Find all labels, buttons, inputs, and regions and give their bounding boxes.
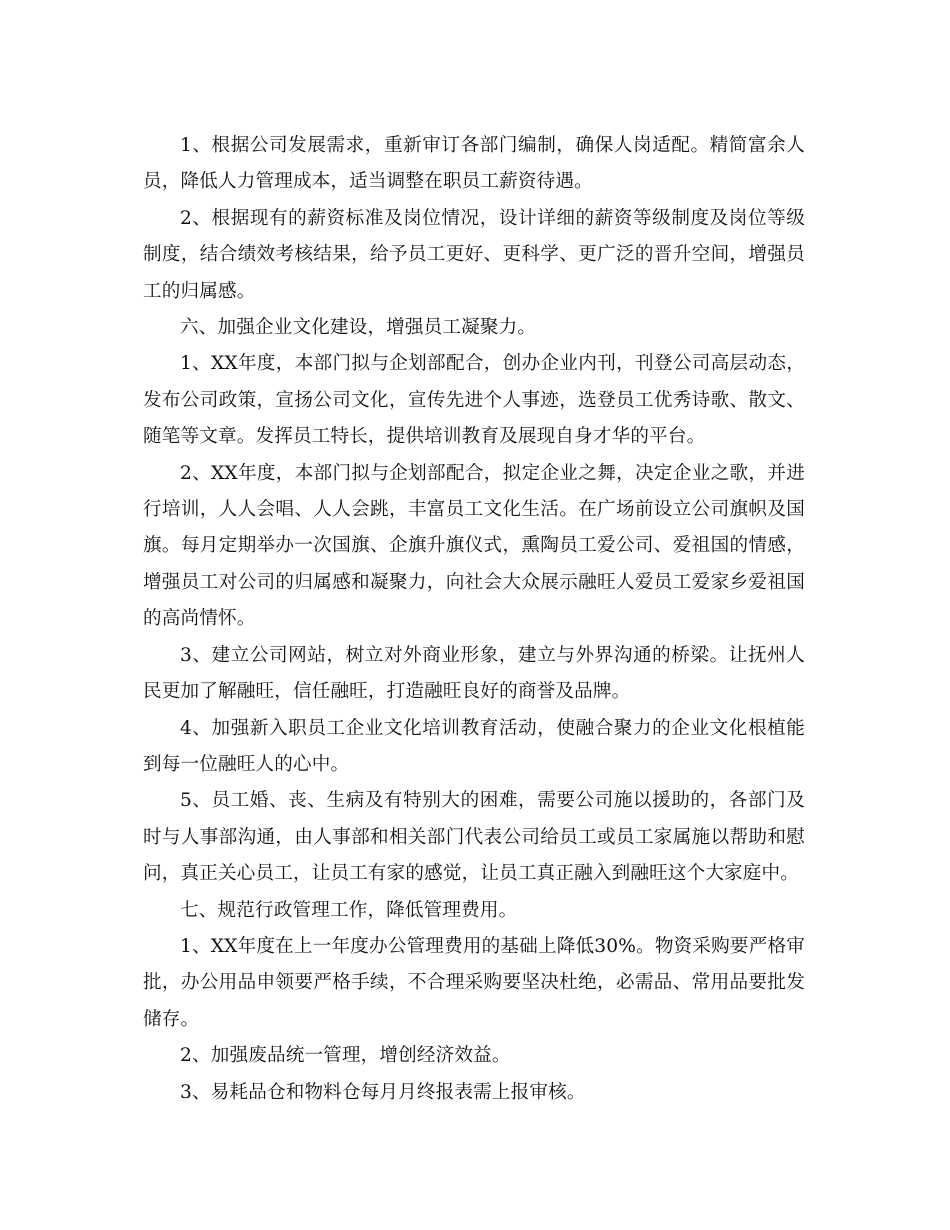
section-heading: 六、加强企业文化建设，增强员工凝聚力。 <box>180 317 537 339</box>
paragraph: 1、XX年度，本部门拟与企划部配合，创办企业内刊，刊登公司高层动态，发布公司政策，宣扬公司文化，宣传先进个人事迹，选登员工优秀诗歌、散文、随笔等文章。发挥员工特长，提供培训教育及展现自身才华的平台。 <box>143 353 805 448</box>
section-heading: 七、规范行政管理工作，降低管理费用。 <box>180 899 518 921</box>
paragraph: 1、XX年度在上一年度办公管理费用的基础上降低30%。物资采购要严格审批，办公用品申领要严格手续，不合理采购要坚决杜绝，必需品、常用品要批发储存。 <box>143 935 805 1030</box>
paragraph: 5、员工婚、丧、生病及有特别大的困难，需要公司施以援助的，各部门及时与人事部沟通，由人事部和相关部门代表公司给员工或员工家属施以帮助和慰问，真正关心员工，让员工有家的感觉，让员工真正融入到融旺这个大家庭中。 <box>143 790 805 885</box>
paragraph: 1、根据公司发展需求，重新审订各部门编制，确保人岗适配。精简富余人员，降低人力管理成本，适当调整在职员工薪资待遇。 <box>143 135 805 193</box>
paragraph: 3、建立公司网站，树立对外商业形象，建立与外界沟通的桥梁。让抚州人民更加了解融旺，信任融旺，打造融旺良好的商誉及品牌。 <box>143 644 805 703</box>
paragraph: 2、加强废品统一管理，增创经济效益。 <box>180 1045 511 1067</box>
paragraph: 2、根据现有的薪资标准及岗位情况，设计详细的薪资等级制度及岗位等级制度，结合绩效考核结果，给予员工更好、更科学、更广泛的晋升空间，增强员工的归属感。 <box>143 207 805 302</box>
paragraph: 4、加强新入职员工企业文化培训教育活动，使融合聚力的企业文化根植能到每一位融旺人的心中。 <box>143 717 805 775</box>
paragraph: 3、易耗品仓和物料仓每月月终报表需上报审核。 <box>180 1081 586 1103</box>
paragraph: 2、XX年度，本部门拟与企划部配合，拟定企业之舞，决定企业之歌，并进行培训，人人会唱、人人会跳，丰富员工文化生活。在广场前设立公司旗帜及国旗。每月定期举办一次国旗、企旗升旗仪式，熏陶员工爱公司、爱祖国的情感，增强员工对公司的归属感和凝聚力，向社会大众展示融旺人爱员工爱家乡爱祖国的高尚情怀。 <box>143 462 805 630</box>
document-body <box>143 128 805 1111</box>
